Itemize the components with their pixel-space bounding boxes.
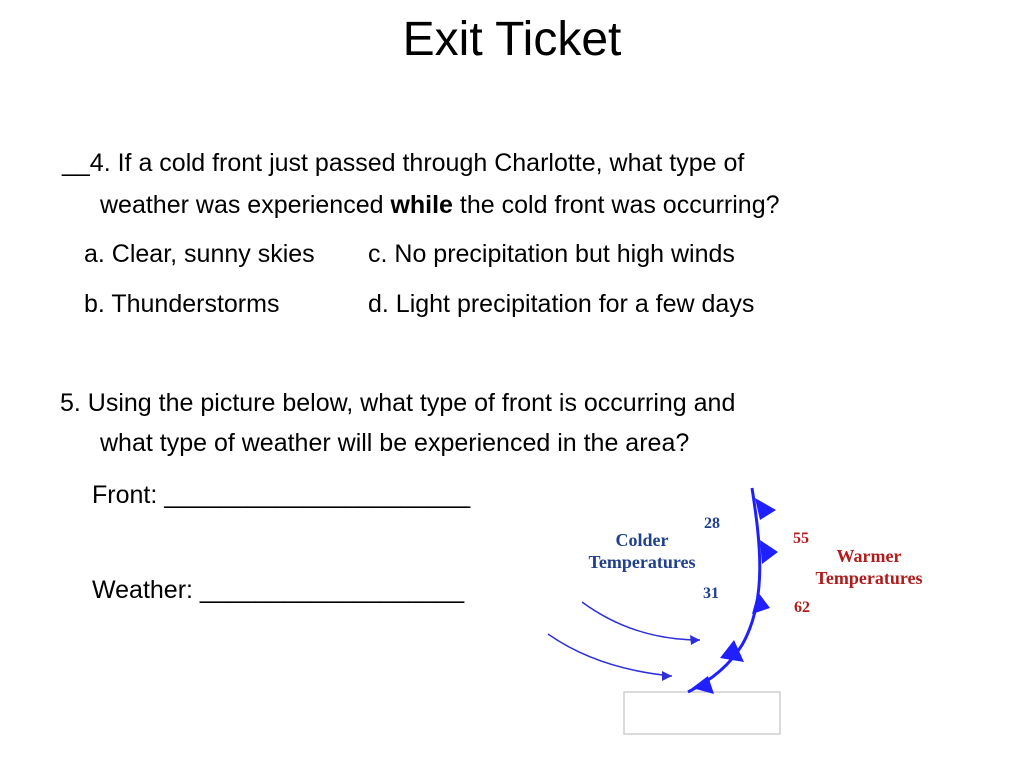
front-line	[688, 488, 760, 692]
question-4-text: __4. If a cold front just passed through Charlotte, what type of	[62, 149, 745, 177]
warmer-label-line-2: Temperatures	[815, 568, 923, 588]
temp-55: 55	[793, 530, 809, 547]
warmer-label-line-1: Warmer	[836, 546, 902, 566]
front-triangle	[760, 540, 778, 564]
front-triangle	[752, 592, 770, 614]
question-4-text-end: the cold front was occurring?	[452, 191, 780, 219]
front-triangle	[755, 498, 776, 520]
temp-62: 62	[794, 599, 810, 616]
arrow-head-icon	[662, 671, 672, 681]
question-5-line-1: 5. Using the picture below, what type of front is occurring and	[60, 389, 736, 417]
temp-31: 31	[703, 585, 719, 602]
colder-label-line-2: Temperatures	[588, 552, 696, 572]
cold-front-diagram	[540, 480, 960, 740]
weather-answer-blank: Weather: ___________________	[92, 576, 465, 604]
arrow-head-icon	[690, 635, 700, 645]
colder-label-line-1: Colder	[615, 530, 669, 550]
question-4-line-1	[62, 148, 744, 178]
question-4-emphasis: while	[390, 191, 453, 219]
question-4-text-start: weather was experienced	[100, 191, 391, 219]
option-d: d. Light precipitation for a few days	[368, 290, 755, 318]
front-answer-blank: Front: ______________________	[92, 481, 471, 509]
wind-arrow	[548, 634, 672, 676]
option-a: a. Clear, sunny skies	[84, 240, 315, 268]
wind-arrow	[582, 602, 700, 640]
temp-28: 28	[704, 515, 720, 532]
question-4-line-2	[100, 190, 780, 220]
blank-box	[624, 692, 780, 734]
question-5-line-2: what type of weather will be experienced in the area?	[100, 429, 690, 457]
option-b: b. Thunderstorms	[84, 290, 280, 318]
page-title: Exit Ticket	[402, 13, 622, 66]
option-c: c. No precipitation but high winds	[368, 240, 735, 268]
front-triangle	[720, 640, 744, 662]
